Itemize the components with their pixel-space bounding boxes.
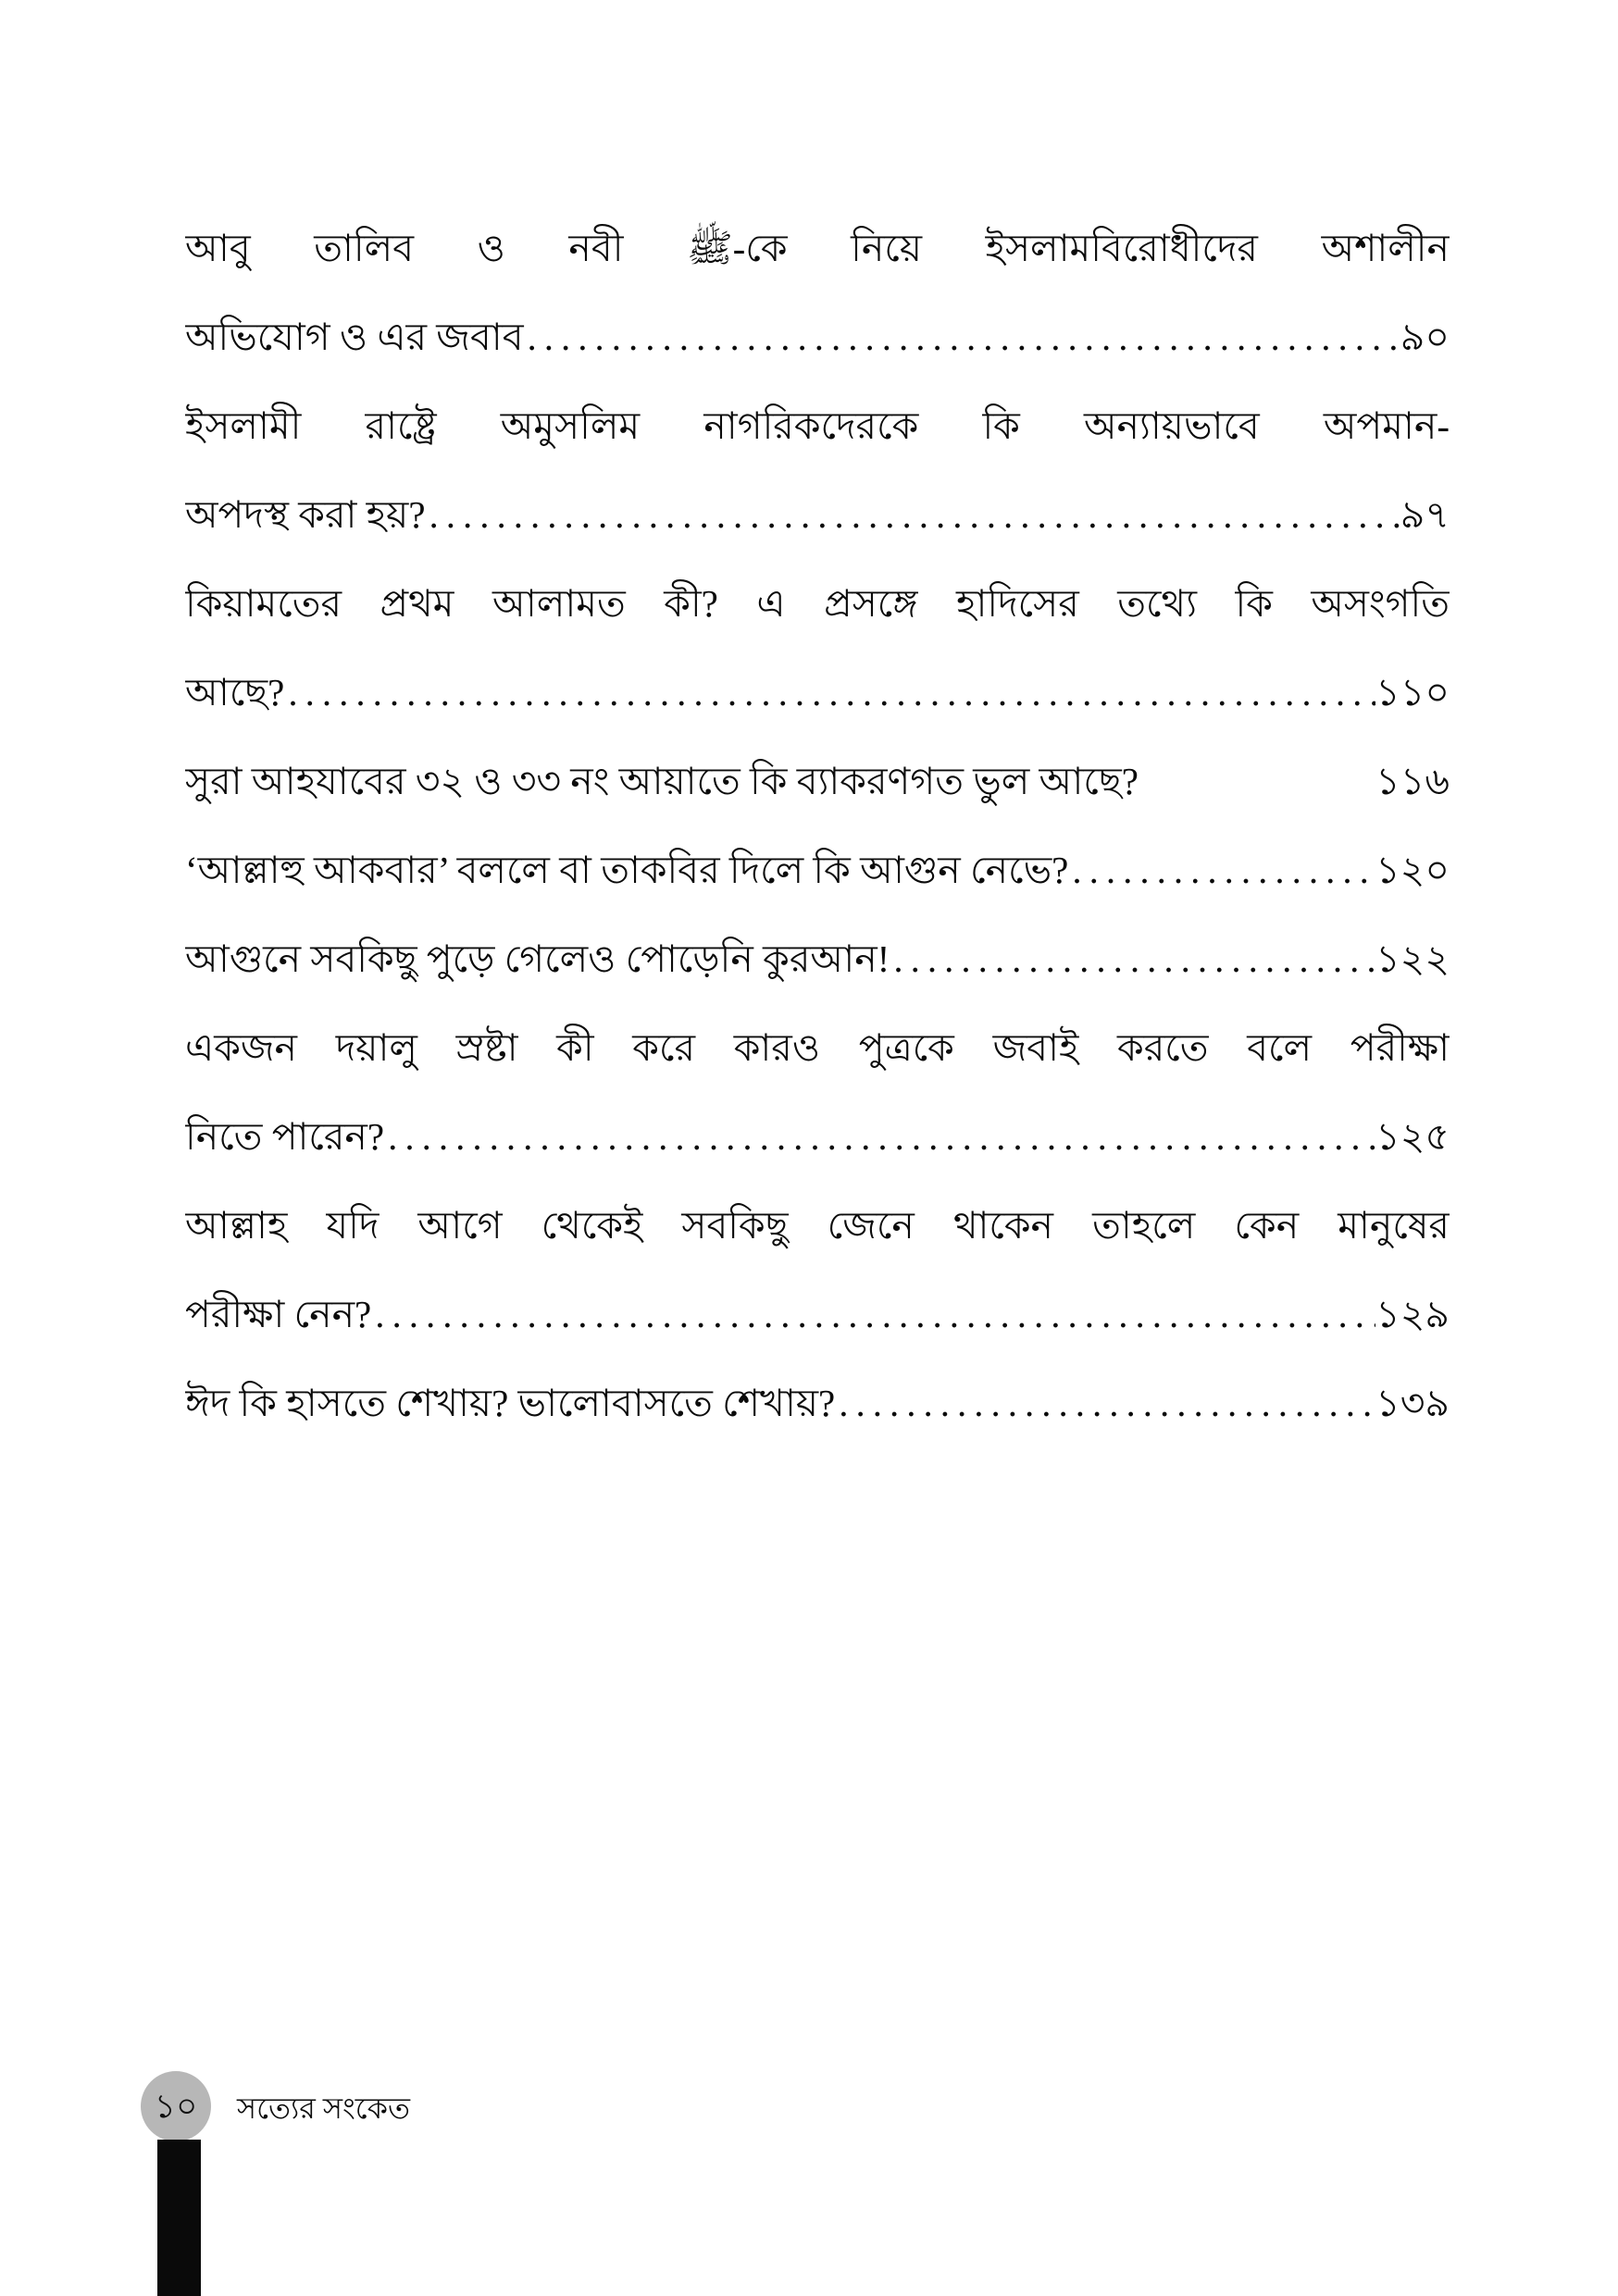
toc-leader-dots <box>284 648 1375 737</box>
toc-entry-title: নিতে পারেন? <box>185 1115 385 1158</box>
toc-entry-line: কিয়ামতের প্রথম আলামত কী? এ প্রসঙ্গে হাদিসের তথ্যে কি অসংগতি <box>185 582 1450 625</box>
toc-entry-line <box>185 470 1450 559</box>
toc-page-number: ১১৬ <box>1375 760 1450 802</box>
toc-page-number: ১২৯ <box>1375 1293 1450 1335</box>
toc-page-number: ৯৭ <box>1400 493 1450 536</box>
toc-page-number: ১২২ <box>1375 937 1450 980</box>
toc-entry-line: ইসলামী রাষ্ট্রে অমুসলিম নাগরিকদেরকে কি অন্যায়ভাবে অপমান- <box>185 404 1450 447</box>
toc-entry-line <box>185 1092 1450 1181</box>
page-edge-black-bar <box>157 2140 201 2296</box>
toc-entry-line: আল্লাহ যদি আগে থেকেই সবকিছু জেনে থাকেন তাহলে কেন মানুষের <box>185 1204 1450 1247</box>
toc-entry-line <box>185 292 1450 381</box>
toc-leader-dots <box>384 1092 1375 1181</box>
toc-entry-line: আবু তালিব ও নবী ﷺ-কে নিয়ে ইসলামবিরোধীদের অশালীন <box>185 227 1450 269</box>
toc-page-number: ১১০ <box>1375 671 1450 714</box>
toc-entry-title: অপদস্থ করা হয়? <box>185 493 426 536</box>
toc-entry-title: ‘আল্লাহু আকবার’ বললে বা তাকবির দিলে কি আগুন নেভে? <box>185 849 1069 891</box>
toc-entry-title: পরীক্ষা নেন? <box>185 1293 372 1335</box>
toc-entry-line: একজন দয়ালু স্রষ্টা কী করে কারও পুত্রকে জবাই করতে বলে পরীক্ষা <box>185 1026 1450 1069</box>
toc-page-number: ১৩৯ <box>1375 1382 1450 1424</box>
toc-entry-title: ঈদ কি হাসতে শেখায়? ভালোবাসতে শেখায়? <box>185 1382 836 1424</box>
running-footer-book-title: সত্যের সংকেত <box>237 2091 411 2125</box>
table-of-contents <box>185 204 1450 1447</box>
toc-leader-dots <box>524 292 1400 381</box>
toc-entry-title: সুরা আহযাবের ৩২ ও ৩৩ নং আয়াতে কি ব্যাকরণগত ভুল আছে? <box>185 760 1139 802</box>
toc-leader-dots <box>890 914 1375 1003</box>
toc-page-number: ১২০ <box>1375 849 1450 891</box>
toc-entry-title: আছে? <box>185 671 285 714</box>
toc-leader-dots <box>426 470 1400 559</box>
toc-entry-line <box>185 825 1450 914</box>
toc-entry-line <box>185 914 1450 1003</box>
toc-entry-line <box>185 737 1450 825</box>
toc-leader-dots <box>371 1270 1375 1359</box>
toc-entry-title: আগুনে সবকিছু পুড়ে গেলেও পোড়েনি কুরআন! <box>185 937 890 980</box>
toc-entry-title: অভিযোগ ও এর জবাব <box>185 316 524 358</box>
toc-leader-dots <box>835 1359 1375 1447</box>
toc-entry-line <box>185 1270 1450 1359</box>
toc-page-number: ১২৫ <box>1375 1115 1450 1158</box>
toc-entry-line <box>185 1359 1450 1447</box>
folio-page-number-badge: ১০ <box>141 2071 211 2141</box>
toc-leader-dots <box>1068 825 1375 914</box>
toc-entry-line <box>185 648 1450 737</box>
toc-page-number: ৯০ <box>1400 316 1450 358</box>
